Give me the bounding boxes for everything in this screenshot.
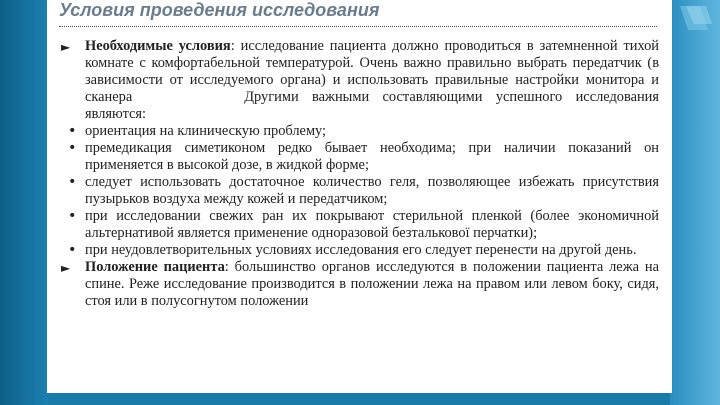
list-item bbox=[59, 208, 659, 242]
slide-corner-decoration bbox=[676, 4, 712, 32]
bullet-dot-icon: • bbox=[68, 208, 77, 224]
list-item-text: при исследовании свежих ран их покрывают стерильной пленкой (более экономичной альтернативой является применение одноразовой безталькової перчатки); bbox=[85, 208, 659, 241]
page-title: Условия проведения исследования bbox=[59, 0, 380, 20]
arrow-bullet-icon: ► bbox=[61, 261, 71, 275]
list-item bbox=[59, 140, 659, 174]
section-text: : исследование пациента должно проводиться в затемненной тихой комнате с комфортабельной температурой. Очень важно правильно выбрать передатчик (в зависимости от исследуемого органа) и использовать правильные настройки монитора и сканера bbox=[85, 38, 660, 105]
list-item bbox=[59, 123, 659, 140]
section-text-continued: Другими важными составляющими успешного исследования являются: bbox=[85, 89, 659, 122]
slide-background-right bbox=[670, 0, 720, 405]
bullet-dot-icon: • bbox=[68, 123, 77, 139]
section-conditions bbox=[59, 38, 659, 123]
section-term: Необходимые условия bbox=[85, 38, 231, 54]
document-page bbox=[47, 0, 672, 393]
section-text: : большинство органов исследуются в положении пациента лежа на спине. Реже исследование производится в положении лежа на правом или левом боку, сидя, стоя или в полусогнутом положении bbox=[85, 259, 660, 309]
bullet-dot-icon: • bbox=[68, 174, 77, 190]
list-item bbox=[59, 174, 659, 208]
list-item-text: ориентация на клиническую проблему; bbox=[85, 123, 327, 139]
slide-background-left bbox=[0, 0, 48, 405]
list-item-text: при неудовлетворительных условиях исследования его следует перенести на другой день. bbox=[85, 242, 637, 258]
section-term: Положение пациента bbox=[85, 259, 225, 275]
document-body bbox=[59, 38, 659, 310]
list-item bbox=[59, 242, 659, 259]
title-divider bbox=[59, 26, 657, 27]
arrow-bullet-icon: ► bbox=[61, 40, 71, 54]
list-item-text: премедикация симетиконом редко бывает необходима; при наличии показаний он применяется в высокой дозе, в жидкой форме; bbox=[85, 140, 659, 173]
section-position bbox=[59, 259, 659, 310]
list-item-text: следует использовать достаточное количество геля, позволяющее избежать присутствия пузырьков воздуха между кожей и передатчиком; bbox=[85, 174, 659, 207]
bullet-dot-icon: • bbox=[68, 140, 77, 156]
bullet-dot-icon: • bbox=[68, 242, 77, 258]
